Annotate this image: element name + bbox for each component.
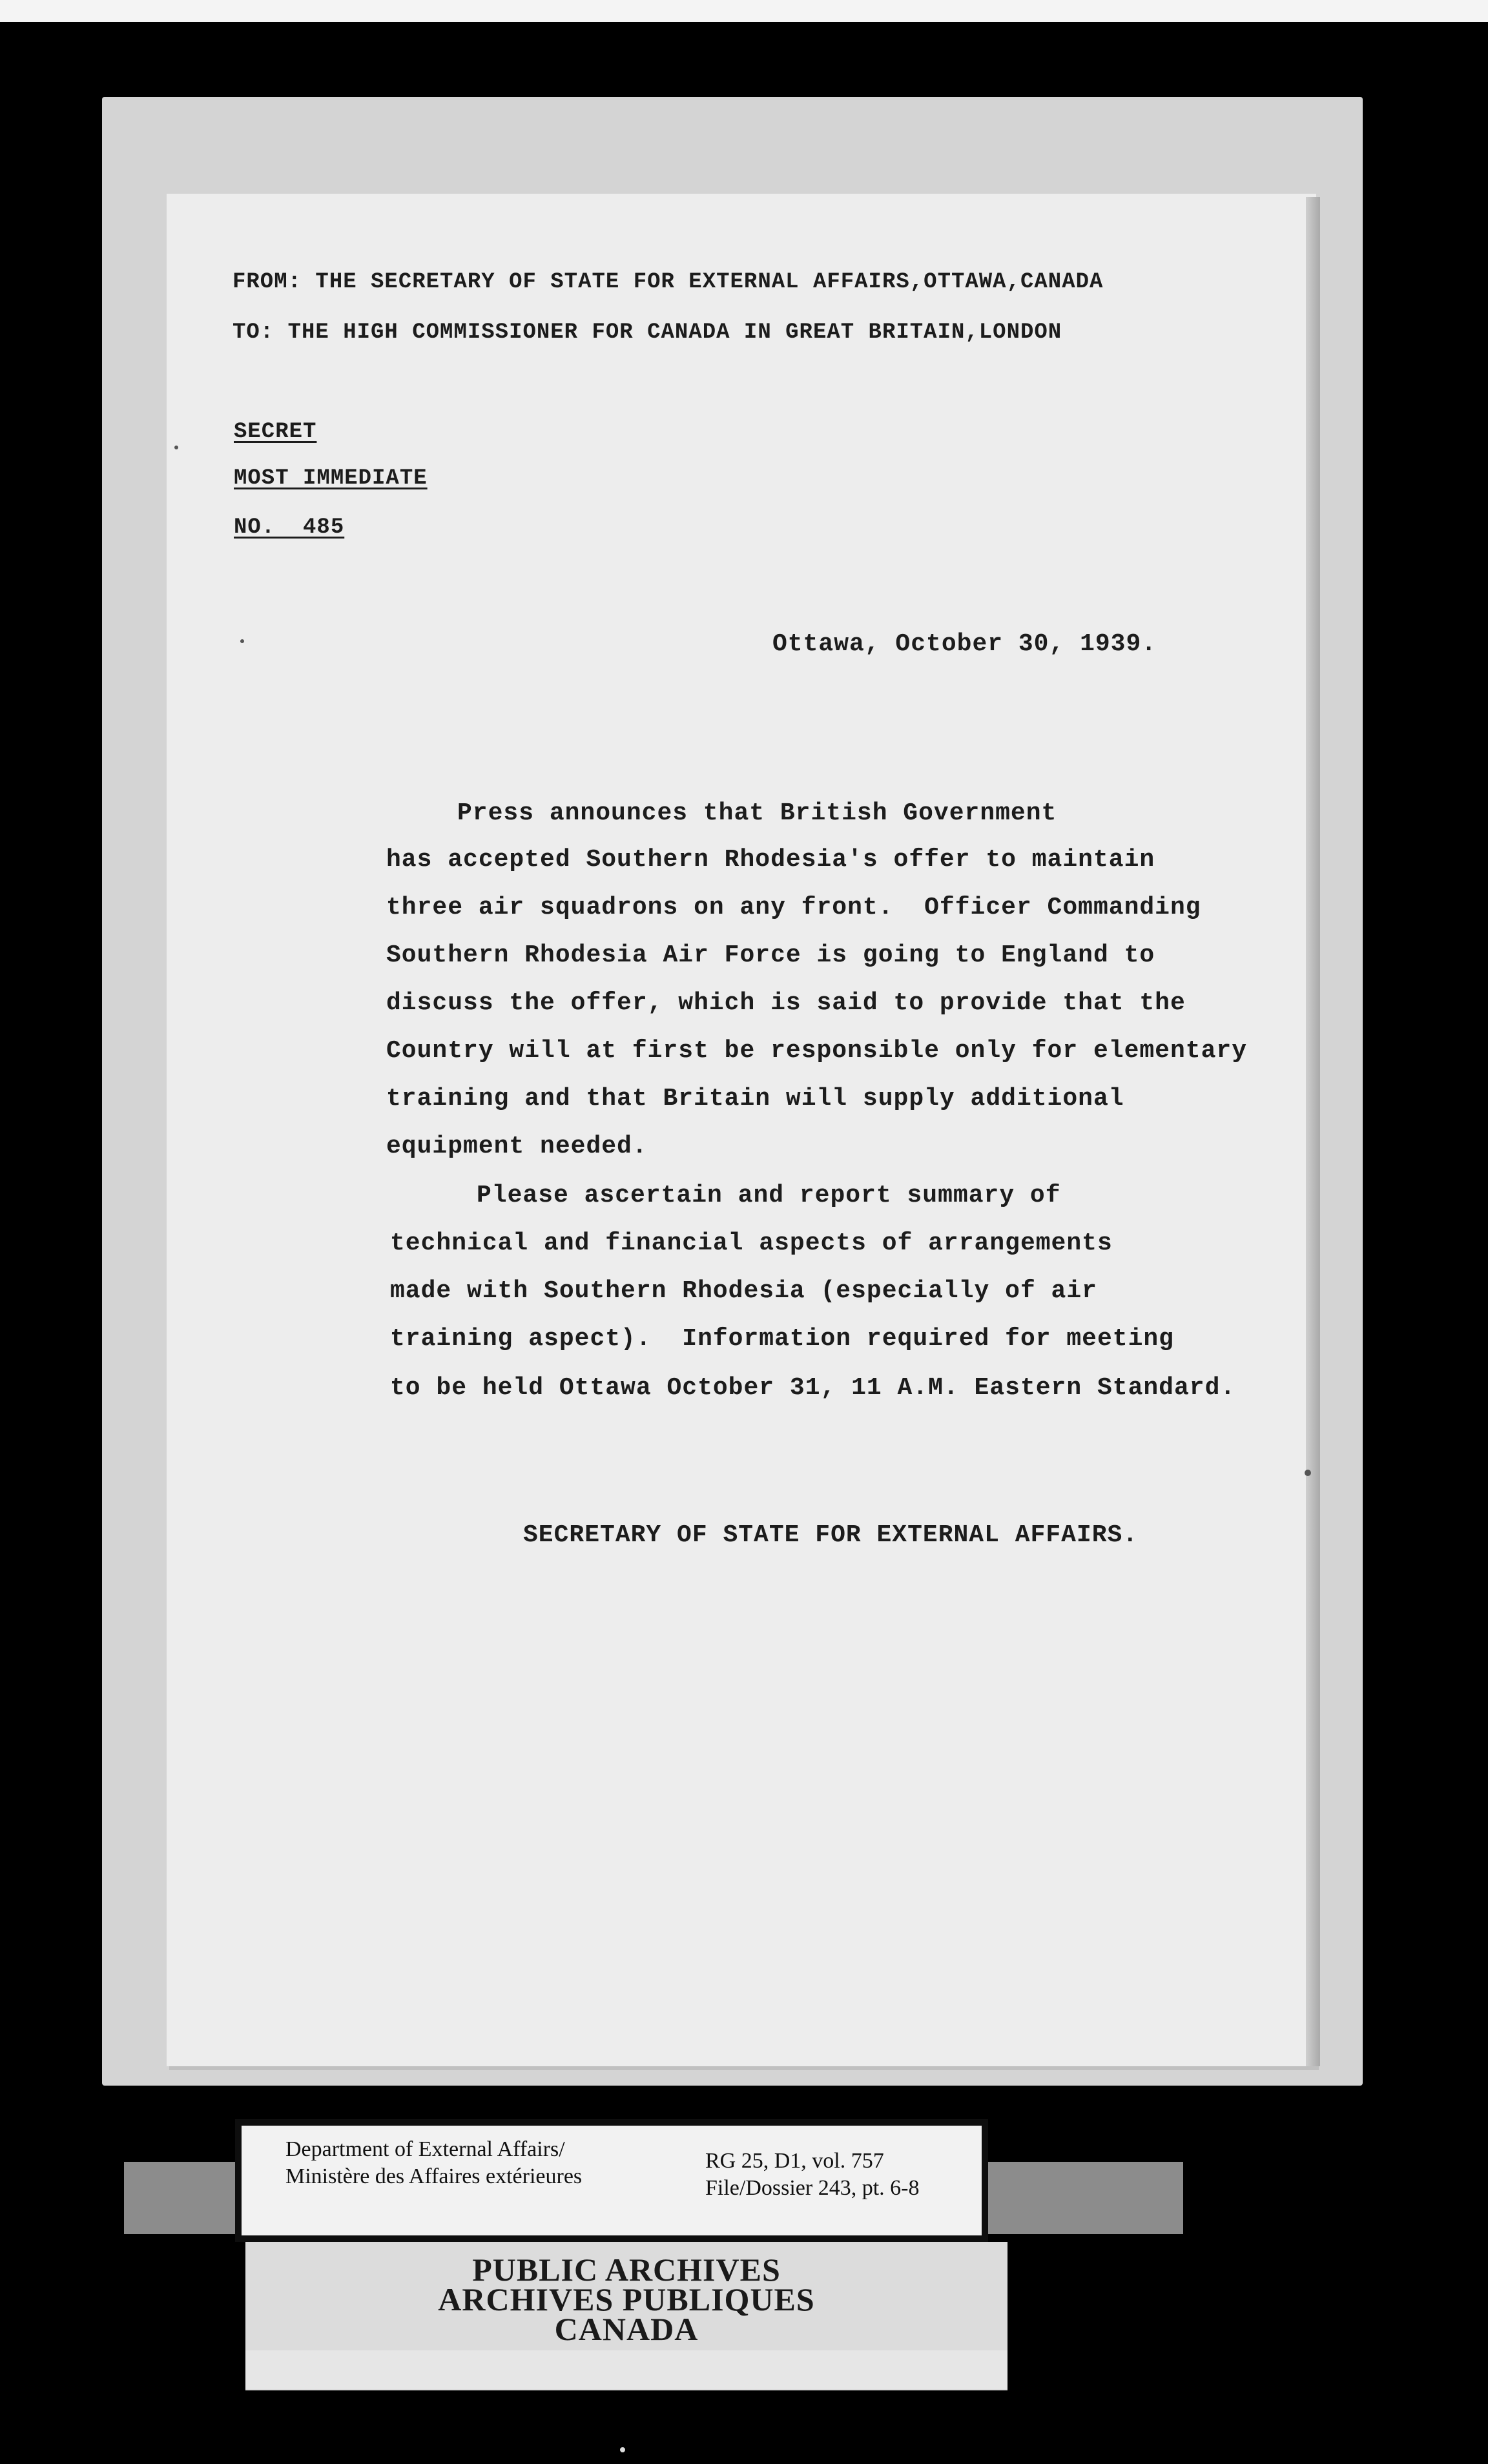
page-edge-shadow bbox=[1306, 197, 1320, 2066]
record-group-reference: RG 25, D1, vol. 757 bbox=[705, 2149, 884, 2173]
body-line: made with Southern Rhodesia (especially of air bbox=[390, 1277, 1097, 1305]
body-line: Country will at first be responsible only for elementary bbox=[386, 1037, 1248, 1065]
archives-line-en: PUBLIC ARCHIVES bbox=[472, 2252, 781, 2288]
body-line: training and that Britain will supply additional bbox=[386, 1085, 1124, 1113]
from-line: FROM: THE SECRETARY OF STATE FOR EXTERNAL AFFAIRS,OTTAWA,CANADA bbox=[232, 270, 1104, 294]
signature-line: SECRETARY OF STATE FOR EXTERNAL AFFAIRS. bbox=[523, 1521, 1139, 1549]
label-bottom-strip bbox=[245, 2350, 1008, 2389]
scan-speck bbox=[1305, 1470, 1311, 1476]
body-line: three air squadrons on any front. Officer Commanding bbox=[386, 894, 1201, 921]
scan-speck bbox=[620, 2447, 625, 2452]
body-line: technical and financial aspects of arrangements bbox=[390, 1229, 1113, 1257]
file-reference: File/Dossier 243, pt. 6-8 bbox=[705, 2176, 920, 2200]
body-line: equipment needed. bbox=[386, 1133, 648, 1160]
priority-marking: MOST IMMEDIATE bbox=[234, 466, 428, 491]
body-line: Please ascertain and report summary of bbox=[477, 1182, 1061, 1209]
message-number: NO. 485 bbox=[234, 515, 345, 540]
body-line: has accepted Southern Rhodesia's offer to maintain bbox=[386, 846, 1155, 874]
scan-speck bbox=[240, 639, 244, 643]
archives-line-country: CANADA bbox=[554, 2311, 699, 2347]
body-line: training aspect). Information required for meeting bbox=[390, 1325, 1174, 1353]
department-english: Department of External Affairs/ bbox=[285, 2137, 565, 2161]
date-line: Ottawa, October 30, 1939. bbox=[772, 630, 1157, 658]
department-french: Ministère des Affaires extérieures bbox=[285, 2164, 583, 2188]
secret-marking: SECRET bbox=[234, 420, 317, 444]
body-line: to be held Ottawa October 31, 11 A.M. Eastern Standard. bbox=[390, 1374, 1236, 1402]
film-edge bbox=[0, 0, 1488, 22]
body-line: Southern Rhodesia Air Force is going to England to bbox=[386, 941, 1155, 969]
body-line: discuss the offer, which is said to provide that the bbox=[386, 989, 1186, 1017]
archive-reference-label bbox=[235, 2119, 988, 2242]
to-line: TO: THE HIGH COMMISSIONER FOR CANADA IN GREAT BRITAIN,LONDON bbox=[232, 320, 1062, 345]
body-line: Press announces that British Government bbox=[457, 799, 1057, 827]
scan-speck bbox=[174, 446, 178, 449]
archives-line-fr: ARCHIVES PUBLIQUES bbox=[438, 2281, 815, 2317]
